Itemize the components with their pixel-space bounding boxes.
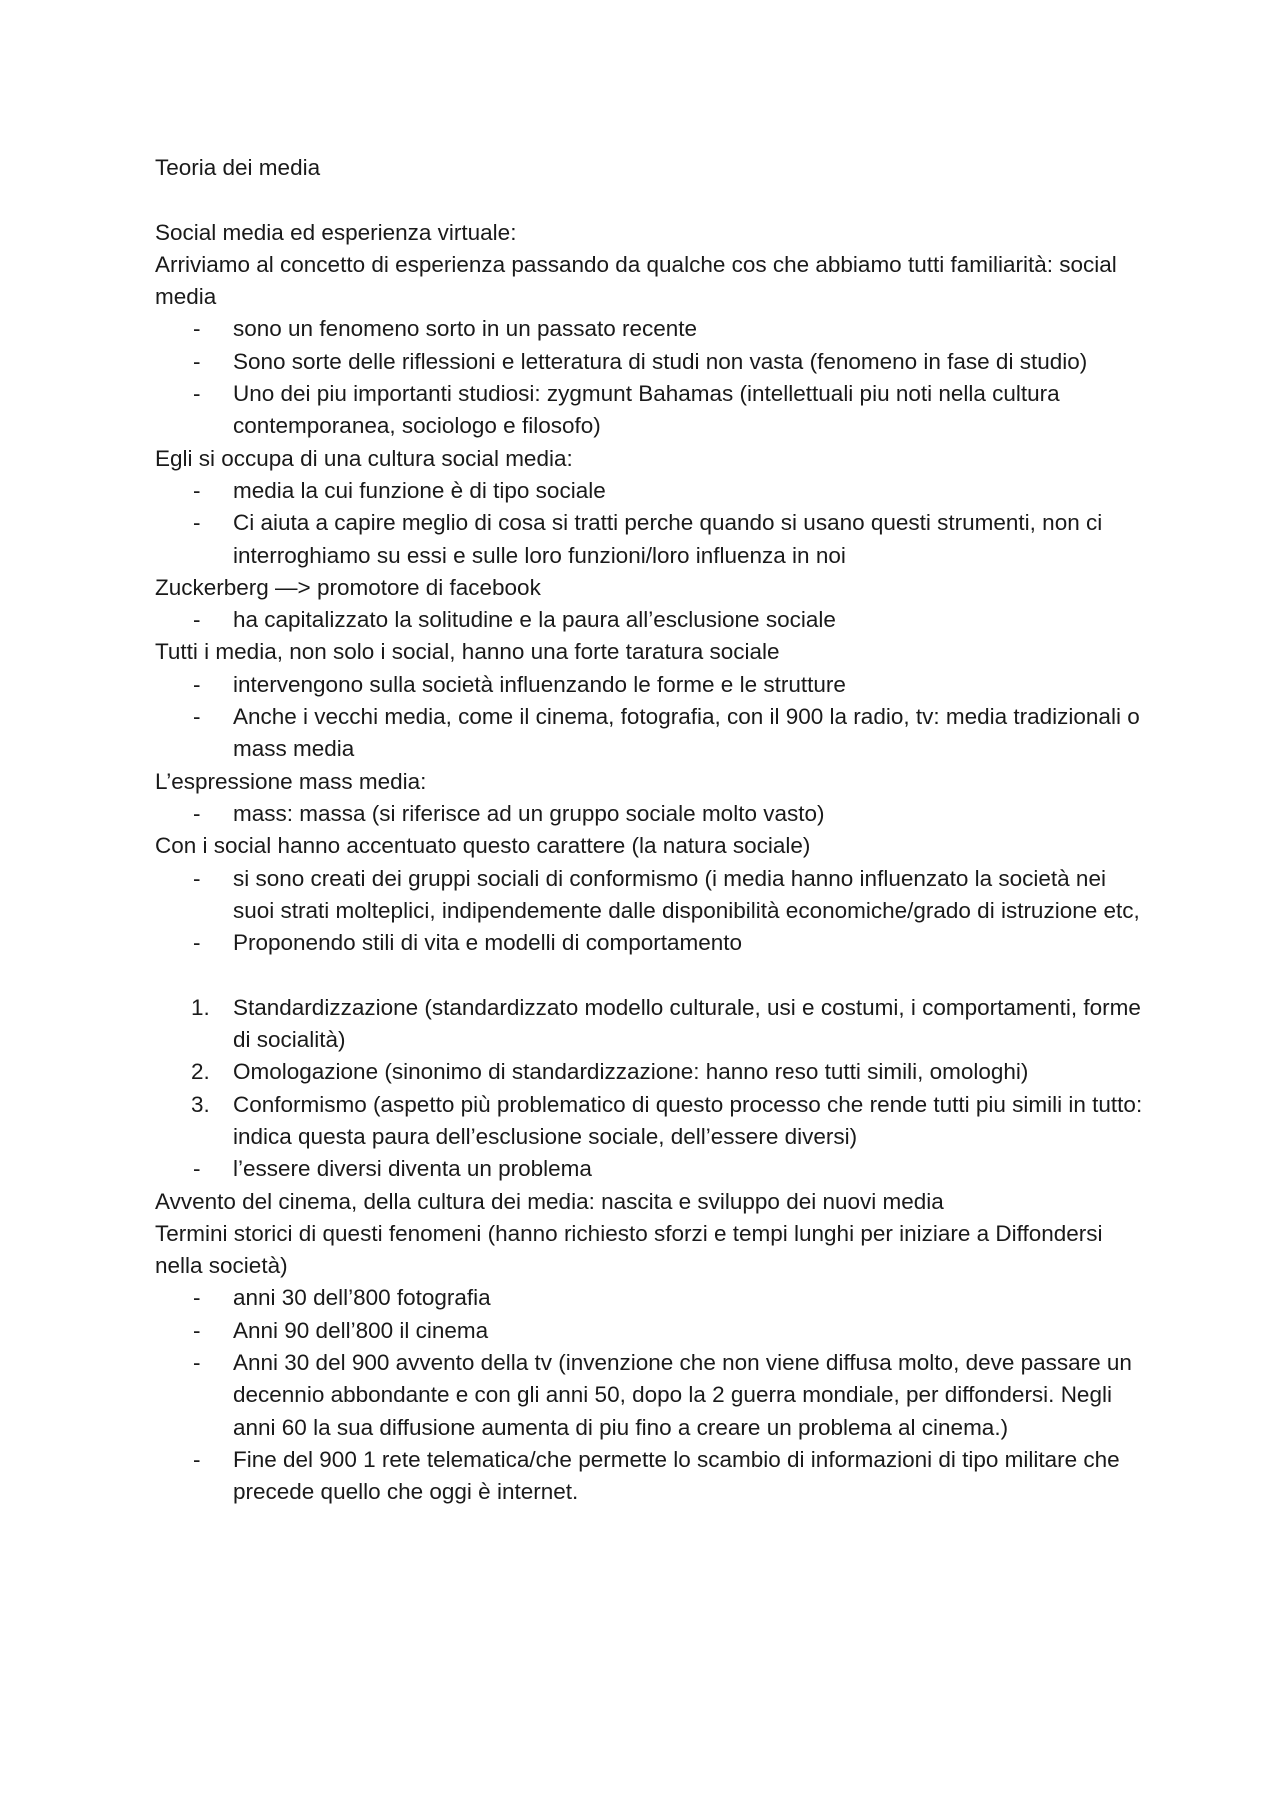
bullet-dash: - [193,348,201,374]
bullet-dash: - [193,704,201,730]
list-number: 1. [191,994,210,1020]
list-item-text: sono un fenomeno sorto in un passato recente [233,316,698,342]
bullet-item [155,1444,1145,1509]
bullet-dash: - [193,607,201,633]
bullet-item [155,378,1145,443]
list-item-text: Anche i vecchi media, come il cinema, fotografia, con il 900 la radio, tv: media tradizionali o mass media [233,704,1140,762]
list-item-text: Uno dei piu importanti studiosi: zygmunt Bahamas (intellettuali piu noti nella cultura contemporanea, sociologo e filosofo) [233,381,1060,439]
bullet-dash: - [193,381,201,407]
document-title: Teoria dei media [155,155,321,180]
bullet-item [155,798,1145,830]
bullet-item [155,1282,1145,1314]
list-item-text: Standardizzazione (standardizzato modello culturale, usi e costumi, i comportamenti, forme di socialità) [233,994,1141,1053]
list-item-text: mass: massa (si riferisce ad un gruppo sociale molto vasto) [233,800,825,826]
paragraph: Social media ed esperienza virtuale: [155,219,517,245]
bullet-item [155,507,1145,572]
list-item-text: Fine del 900 1 rete telematica/che permette lo scambio di informazioni di tipo militare che precede quello che oggi è internet. [233,1446,1120,1505]
list-item-text: l’essere diversi diventa un problema [233,1156,592,1182]
list-item-text: Anni 30 del 900 avvento della tv (invenzione che non viene diffusa molto, deve passare un decennio abbondante e con gli anni 50, dopo la 2 guerra mondiale, per diffondersi. Negli anni 60 la sua diffusione aumenta di piu fino a creare un problema al cinema.) [233,1349,1132,1440]
bullet-dash: - [193,477,201,503]
bullet-item [155,604,1145,636]
bullet-dash: - [193,671,201,697]
list-item-text: Conformismo (aspetto più problematico di questo processo che rende tutti piu simili in tutto: indica questa paura dell’esclusione sociale, dell’essere diversi) [233,1091,1143,1149]
document-body [155,152,1145,1508]
paragraph: Zuckerberg —> promotore di facebook [155,574,541,600]
blank-line [155,959,1145,991]
bullet-dash: - [193,1349,201,1375]
bullet-dash: - [193,865,201,891]
bullet-item [155,927,1145,959]
bullet-item [155,346,1145,378]
bullet-item [155,701,1145,766]
paragraph: Egli si occupa di una cultura social media: [155,445,573,471]
paragraph: Con i social hanno accentuato questo carattere (la natura sociale) [155,833,811,859]
paragraph: Tutti i media, non solo i social, hanno una forte taratura sociale [155,639,780,665]
list-number: 2. [191,1059,210,1085]
numbered-item [155,1089,1145,1154]
bullet-item [155,863,1145,928]
paragraph: Avvento del cinema, della cultura dei media: nascita e sviluppo dei nuovi media [155,1188,944,1214]
list-item-text: Anni 90 dell’800 il cinema [233,1317,489,1343]
bullet-dash: - [193,510,201,536]
bullet-item [155,1153,1145,1185]
paragraph: Arriviamo al concetto di esperienza passando da qualche cos che abbiamo tutti familiarità: social media [155,251,1117,310]
list-number: 3. [191,1091,210,1117]
blank-line [155,184,1145,216]
numbered-item [155,1056,1145,1088]
bullet-dash: - [193,316,201,342]
list-item-text: Sono sorte delle riflessioni e letteratura di studi non vasta (fenomeno in fase di studio) [233,348,1088,374]
bullet-item [155,1347,1145,1444]
list-item-text: ha capitalizzato la solitudine e la paura all’esclusione sociale [233,607,836,633]
bullet-dash: - [193,1156,201,1182]
bullet-dash: - [193,1446,201,1472]
numbered-item [155,992,1145,1057]
list-item-text: media la cui funzione è di tipo sociale [233,477,606,503]
list-item-text: Proponendo stili di vita e modelli di comportamento [233,930,743,956]
bullet-item [155,313,1145,345]
list-item-text: intervengono sulla società influenzando le forme e le strutture [233,671,846,697]
list-item-text: Omologazione (sinonimo di standardizzazione: hanno reso tutti simili, omologhi) [233,1059,1029,1085]
paragraph: L’espressione mass media: [155,768,427,794]
bullet-dash: - [193,800,201,826]
bullet-dash: - [193,1317,201,1343]
list-item-text: Ci aiuta a capire meglio di cosa si tratti perche quando si usano questi strumenti, non ci interroghiamo su essi e sulle loro funzioni/loro influenza in noi [233,510,1103,568]
bullet-item [155,475,1145,507]
list-item-text: anni 30 dell’800 fotografia [233,1285,491,1311]
list-item-text: si sono creati dei gruppi sociali di conformismo (i media hanno influenzato la società nei suoi strati molteplici, indipendemente dalle disponibilità economiche/grado di istruzione etc, [233,865,1140,923]
bullet-dash: - [193,930,201,956]
paragraph: Termini storici di questi fenomeni (hanno richiesto sforzi e tempi lunghi per iniziare a Diffondersi nella società) [155,1220,1103,1279]
bullet-dash: - [193,1285,201,1311]
bullet-item [155,669,1145,701]
bullet-item [155,1315,1145,1347]
